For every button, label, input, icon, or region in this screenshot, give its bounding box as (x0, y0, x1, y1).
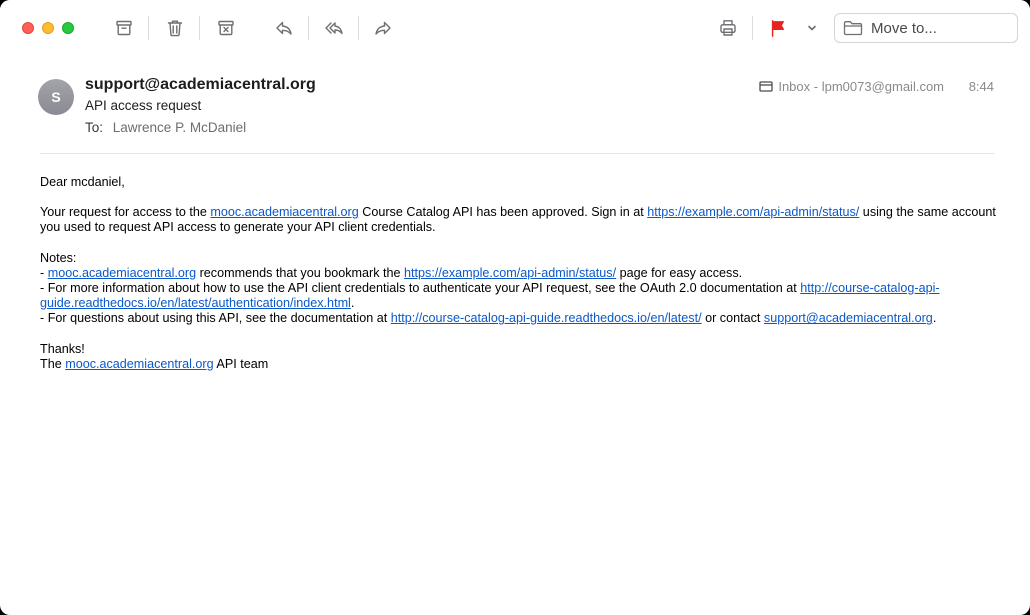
junk-icon (216, 18, 236, 38)
message-subject: API access request (85, 98, 202, 113)
reply-all-icon (324, 18, 344, 38)
recipient-row (85, 120, 246, 135)
signature-text: The (40, 356, 66, 371)
chevron-down-icon (807, 23, 817, 33)
sender-address[interactable]: support@academiacentral.org (85, 76, 316, 93)
close-window-button[interactable] (22, 22, 34, 34)
mooc-link[interactable]: mooc.academiacentral.org (65, 356, 214, 371)
mooc-link[interactable]: mooc.academiacentral.org (210, 205, 359, 220)
api-admin-status-link[interactable]: https://example.com/api-admin/status/ (404, 265, 617, 280)
forward-button[interactable] (369, 14, 397, 42)
mailbox-label (759, 79, 944, 94)
mailbox-icon (759, 81, 773, 92)
archive-icon (114, 18, 134, 38)
signature-text: API team (213, 356, 269, 371)
avatar (38, 79, 74, 115)
body-text: Course Catalog API has been approved. Sign in at (358, 205, 648, 220)
avatar-letter: S (51, 89, 61, 105)
flag-menu-button[interactable] (798, 14, 826, 42)
recipient-name[interactable]: Lawrence P. McDaniel (112, 120, 247, 135)
notes-heading: Notes: (40, 250, 77, 265)
body-text: using the same account you used to request API access to generate your API client credentials. (40, 205, 996, 235)
note-text: recommends that you bookmark the (196, 265, 405, 280)
minimize-window-button[interactable] (42, 22, 54, 34)
reply-button[interactable] (270, 14, 298, 42)
move-to-label: Move to... (871, 19, 937, 37)
folder-icon (843, 20, 863, 36)
flag-icon (769, 19, 787, 37)
note-text: or contact (701, 311, 764, 326)
note-bullet: - (40, 265, 48, 280)
mailbox-name: Inbox - lpm0073@gmail.com (778, 79, 944, 94)
flag-button[interactable] (764, 14, 792, 42)
api-admin-status-link[interactable]: https://example.com/api-admin/status/ (647, 205, 860, 220)
notes-section (40, 251, 1000, 327)
toolbar (0, 0, 1030, 56)
trash-button[interactable] (161, 14, 189, 42)
note-text: . (932, 311, 937, 326)
print-icon (718, 18, 738, 38)
zoom-window-button[interactable] (62, 22, 74, 34)
message-body (40, 175, 1000, 387)
mooc-link[interactable]: mooc.academiacentral.org (47, 265, 197, 280)
api-guide-link[interactable]: http://course-catalog-api-guide.readthedocs.io/en/latest/ (390, 311, 702, 326)
junk-button[interactable] (212, 14, 240, 42)
body-paragraph (40, 205, 1000, 235)
oauth-docs-link[interactable]: http://course-catalog-api-guide.readthedocs.io/en/latest/authentication/index.html (40, 281, 940, 311)
header-divider (40, 153, 994, 154)
greeting: Dear mcdaniel, (40, 175, 125, 189)
forward-icon (373, 18, 393, 38)
trash-icon (165, 18, 185, 38)
reply-all-button[interactable] (320, 14, 348, 42)
print-button[interactable] (714, 14, 742, 42)
note-text: . (350, 296, 355, 311)
archive-button[interactable] (110, 14, 138, 42)
thanks-text: Thanks! (40, 341, 85, 356)
move-to-button[interactable] (834, 13, 1018, 43)
body-text: Your request for access to the (40, 205, 211, 220)
closing (40, 342, 1000, 372)
to-label: To: (85, 120, 104, 135)
message-time: 8:44 (968, 79, 994, 94)
support-email-link[interactable]: support@academiacentral.org (763, 311, 933, 326)
note-text: page for easy access. (616, 265, 743, 280)
reply-icon (274, 18, 294, 38)
note-text: - For questions about using this API, see the documentation at (40, 311, 391, 326)
note-text: - For more information about how to use the API client credentials to authenticate your API request, see the OAuth 2.0 documentation at (40, 281, 801, 296)
